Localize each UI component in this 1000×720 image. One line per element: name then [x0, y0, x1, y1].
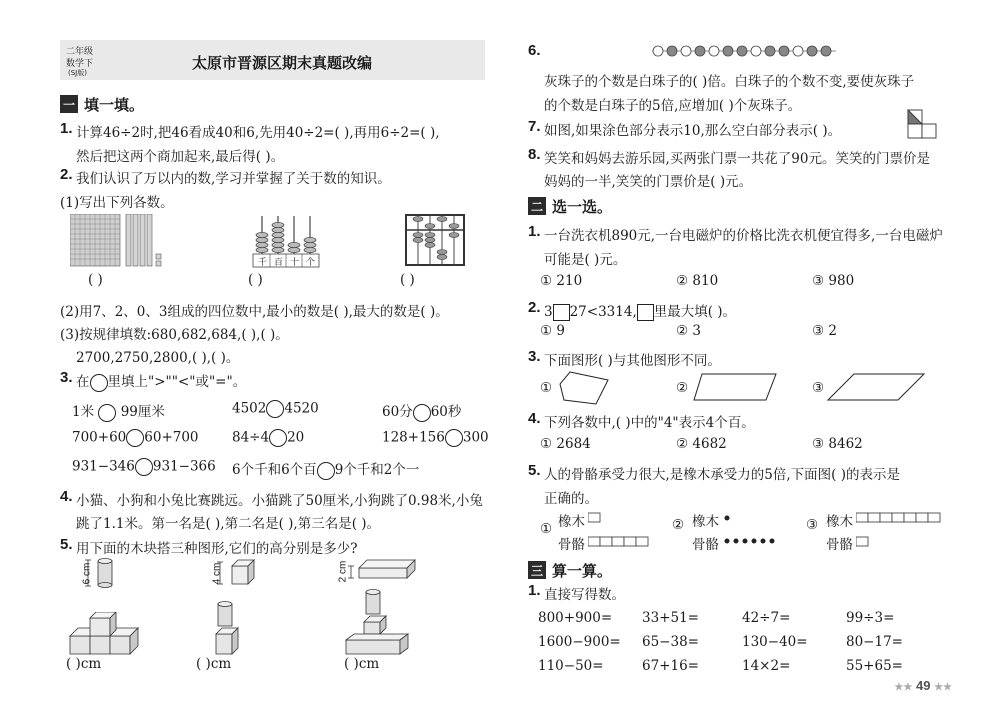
calc-item[interactable]: 800+900= — [538, 610, 613, 626]
q3-instruction — [76, 370, 246, 392]
c5-opt3-bone-label: 骨骼 — [826, 537, 853, 553]
abacus-image-2 — [405, 214, 465, 266]
parallelogram-shape-1 — [692, 372, 778, 402]
star-icon: ★★ — [894, 682, 913, 693]
c2-option-2[interactable]: ② 3 — [676, 323, 701, 339]
c5-line2: 正确的。 — [544, 491, 598, 507]
grade-label-3: (SJ版) — [68, 69, 87, 77]
d1-number: 1. — [528, 582, 541, 599]
compare-circle-3[interactable] — [413, 404, 431, 422]
section-2-number: 二 — [528, 197, 546, 215]
dim-label-4cm: 4 cm — [211, 562, 223, 585]
c1-option-3[interactable]: ③ 980 — [812, 273, 855, 289]
c5-opt1-bone-label: 骨骼 — [558, 537, 585, 553]
star-icon: ★★ — [934, 682, 952, 693]
q5-line: 用下面的木块搭三种图形,它们的高分别是多少? — [76, 541, 358, 557]
calc-item[interactable]: 42÷7= — [742, 610, 791, 626]
c5-option-1[interactable]: ① — [540, 521, 553, 537]
calc-item[interactable]: 80−17= — [846, 634, 903, 650]
q2-sub2: (2)用7、2、0、3组成的四位数中,最小的数是( ),最大的数是( )。 — [60, 304, 449, 320]
page-title: 太原市晋源区期末真题改编 — [192, 54, 373, 72]
compare-circle-2[interactable] — [266, 400, 284, 418]
page-number-value: 49 — [915, 678, 931, 693]
c5-opt3-diagram — [856, 510, 952, 550]
q6-number: 6. — [528, 42, 541, 59]
pentagon-shape — [558, 370, 614, 406]
parallelogram-shape-2 — [826, 372, 926, 402]
c2-option-3[interactable]: ③ 2 — [812, 323, 837, 339]
q4-line1: 小猫、小狗和小兔比赛跳远。小猫跳了50厘米,小狗跳了0.98米,小兔 — [76, 493, 483, 509]
c1-option-1[interactable]: ① 210 — [540, 273, 583, 289]
c5-line1: 人的骨骼承受力很大,是橡木承受力的5倍,下面图( )的表示是 — [544, 467, 900, 483]
q8-line1: 笑笑和妈妈去游乐园,买两张门票一共花了90元。笑笑的门票价是 — [544, 151, 930, 167]
q7-line: 如图,如果涂色部分表示10,那么空白部分表示( )。 — [544, 123, 842, 139]
compare-item-4: 700+60 60+700 — [72, 429, 199, 446]
calc-item[interactable]: 130−40= — [742, 634, 808, 650]
q2-line1: 我们认识了万以内的数,学习并掌握了关于数的知识。 — [76, 171, 391, 187]
c5-opt3-wood-label: 橡木 — [826, 514, 853, 530]
calc-item[interactable]: 1600−900= — [538, 634, 621, 650]
c2-line — [544, 300, 736, 321]
q5-answer-blank-2[interactable]: ( )cm — [196, 656, 232, 672]
compare-item-2: 4502 4520 — [232, 400, 319, 417]
q3-text-post: 里填上">""<"或"="。 — [107, 374, 247, 390]
c1-line2: 可能是( )元。 — [544, 252, 627, 268]
c4-line: 下列各数中,( )中的"4"表示4个百。 — [544, 415, 755, 431]
calc-item[interactable]: 14×2= — [742, 658, 791, 674]
compare-circle-1[interactable] — [98, 404, 116, 422]
section-1-number: 一 — [60, 95, 78, 113]
calc-item[interactable]: 99÷3= — [846, 610, 895, 626]
compare-circle-8[interactable] — [317, 462, 335, 480]
abacus-label-thousands: 千 — [258, 258, 268, 268]
calc-item[interactable]: 67+16= — [642, 658, 699, 674]
q2-sub3-line1: (3)按规律填数:680,682,684,( ),( )。 — [60, 327, 289, 343]
grade-label-2: 数学下 — [66, 59, 94, 69]
c1-number: 1. — [528, 223, 541, 240]
c5-opt1-wood-label: 橡木 — [558, 514, 585, 530]
abacus-label-hundreds: 百 — [274, 258, 284, 268]
c5-number: 5. — [528, 462, 541, 479]
q2-sub1: (1)写出下列各数。 — [60, 195, 174, 211]
d1-line: 直接写得数。 — [544, 587, 625, 603]
c3-line: 下面图形( )与其他图形不同。 — [544, 353, 721, 369]
q6-line1: 灰珠子的个数是白珠子的( )倍。白珠子的个数不变,要使灰珠子 — [544, 74, 915, 90]
c2-text-post: 里最大填( )。 — [653, 304, 737, 320]
q7-number: 7. — [528, 118, 541, 135]
c5-opt2-wood-label: 橡木 — [692, 514, 719, 530]
c3-option-3[interactable]: ③ — [812, 380, 825, 396]
shaded-squares-image — [906, 108, 940, 140]
compare-item-1: 1米 99厘米 — [72, 404, 165, 420]
page-number — [894, 678, 952, 693]
compare-circle-icon — [90, 374, 108, 392]
q2-answer-blank-3[interactable]: ( ) — [400, 272, 415, 288]
c1-option-2[interactable]: ② 810 — [676, 273, 719, 289]
q2-sub3-line2: 2700,2750,2800,( ),( )。 — [76, 350, 240, 366]
grade-label-1: 二年级 — [66, 47, 94, 57]
c2-blank-box[interactable] — [553, 304, 570, 321]
q2-answer-blank-2[interactable]: ( ) — [248, 272, 263, 288]
calc-item[interactable]: 55+65= — [846, 658, 903, 674]
q2-number: 2. — [60, 166, 73, 183]
q1-number: 1. — [60, 120, 73, 137]
calc-item[interactable]: 65−38= — [642, 634, 699, 650]
calc-item[interactable]: 110−50= — [538, 658, 604, 674]
section-1-heading — [60, 94, 144, 114]
q4-number: 4. — [60, 488, 73, 505]
q8-number: 8. — [528, 146, 541, 163]
figure-3-image — [344, 588, 414, 656]
section-1-title: 填一填。 — [84, 95, 145, 114]
q3-text-pre: 在 — [76, 374, 90, 390]
c2-option-1[interactable]: ① 9 — [540, 323, 565, 339]
q5-answer-blank-1[interactable]: ( )cm — [66, 656, 102, 672]
figure-2-image — [212, 600, 252, 656]
compare-item-3: 60分 60秒 — [382, 404, 462, 420]
q4-line2: 跳了1.1米。第一名是( ),第二名是( ),第三名是( )。 — [76, 516, 381, 532]
q3-number: 3. — [60, 369, 73, 386]
c2-blank-box-ref — [637, 304, 654, 321]
beads-string-image — [650, 42, 840, 60]
c5-option-2[interactable]: ② — [672, 517, 685, 533]
compare-circle-7[interactable] — [135, 458, 153, 476]
q5-answer-blank-3[interactable]: ( )cm — [344, 656, 380, 672]
compare-item-8: 6个千和6个百 9个千和2个一 — [232, 462, 420, 478]
c4-option-1[interactable]: ① 2684 — [540, 436, 591, 452]
dim-label-2cm: 2 cm — [337, 560, 349, 583]
c4-number: 4. — [528, 410, 541, 427]
figure-1-image — [68, 612, 148, 656]
q2-answer-blank-1[interactable]: ( ) — [88, 272, 103, 288]
section-2-title: 选一选。 — [552, 197, 613, 216]
section-3-title: 算一算。 — [552, 561, 613, 580]
dim-label-6cm: 6 cm — [81, 562, 93, 585]
abacus-label-ones: 个 — [306, 258, 316, 268]
section-3-heading — [528, 560, 612, 580]
abacus-label-tens: 十 — [290, 258, 300, 268]
q1-line2: 然后把这两个商加起来,最后得( )。 — [76, 149, 285, 165]
c3-option-1[interactable]: ① — [540, 380, 553, 396]
section-2-heading — [528, 196, 612, 216]
c2-number: 2. — [528, 299, 541, 316]
c4-option-3[interactable]: ③ 8462 — [812, 436, 863, 452]
c1-line1: 一台洗衣机890元,一台电磁炉的价格比洗衣机便宜得多,一台电磁炉 — [544, 228, 943, 244]
c5-option-3[interactable]: ③ — [806, 517, 819, 533]
q8-line2: 妈妈的一半,笑笑的门票价是( )元。 — [544, 174, 753, 190]
calc-item[interactable]: 33+51= — [642, 610, 699, 626]
q6-line2: 的个数是白珠子的5倍,应增加( )个灰珠子。 — [544, 98, 802, 114]
c3-number: 3. — [528, 348, 541, 365]
compare-circle-4[interactable] — [126, 429, 144, 447]
c5-opt2-bone-label: 骨骼 — [692, 537, 719, 553]
q5-number: 5. — [60, 536, 73, 553]
c3-option-2[interactable]: ② — [676, 380, 689, 396]
compare-item-5: 84÷4 20 — [232, 429, 305, 446]
c2-text-pre: 3 — [544, 304, 553, 320]
c2-text-mid: 27<3314, — [569, 304, 637, 320]
compare-circle-6[interactable] — [445, 429, 463, 447]
compare-item-6: 128+156 300 — [382, 429, 489, 446]
compare-circle-5[interactable] — [269, 429, 287, 447]
c5-opt2-diagram — [722, 510, 792, 550]
q1-line1: 计算46÷2时,把46看成40和6,先用40÷2=( ),再用6÷2=( ), — [76, 125, 440, 141]
base-ten-blocks-image — [70, 214, 165, 269]
slab-block-image — [345, 556, 420, 584]
c4-option-2[interactable]: ② 4682 — [676, 436, 727, 452]
c5-opt1-diagram — [588, 510, 660, 550]
section-3-number: 三 — [528, 561, 546, 579]
compare-item-7: 931−346 931−366 — [72, 458, 216, 475]
